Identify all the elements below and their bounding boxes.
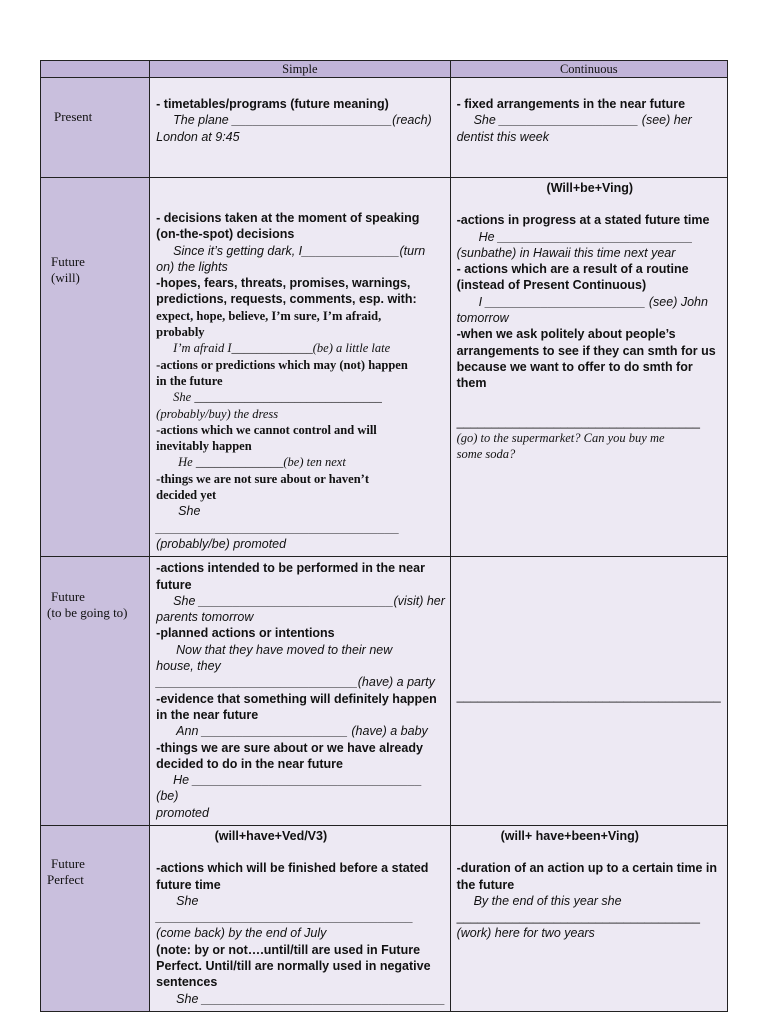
exercise-text: tomorrow — [456, 311, 509, 326]
rule-text: sentences — [156, 975, 218, 990]
tense-present — [41, 78, 150, 178]
exercise-text: By the end of this year she — [473, 893, 622, 908]
rule-text: probably — [156, 325, 205, 340]
tense-label-line: Future — [51, 855, 85, 871]
rule-text: - fixed arrangements in the near future — [456, 97, 686, 111]
exercise-text: She ____________________ (see) her — [473, 113, 692, 128]
rule-text: decided to do in the near future — [156, 756, 343, 771]
future-perfect-simple-cell — [150, 825, 450, 1011]
rule-text: inevitably happen — [156, 439, 252, 454]
formula-text: (Will+be+Ving) — [546, 181, 634, 195]
rule-text: - timetables/programs (future meaning) — [156, 97, 389, 111]
answer-blank: ___________________________________ — [456, 910, 700, 925]
exercise-text: some soda? — [456, 447, 516, 462]
exercise-text: She ___________________________________ — [156, 504, 400, 535]
rule-text: (instead of Present Continuous) — [456, 278, 647, 293]
tense-label-line: Future — [51, 589, 85, 605]
rule-text: -hopes, fears, threats, promises, warnings, — [156, 276, 411, 291]
exercise-text: She ____________________________(visit) her — [173, 593, 445, 608]
header-row — [41, 61, 728, 78]
header-empty-cell — [41, 61, 150, 78]
rule-text: (note: by or not….until/till are used in Future — [156, 942, 421, 957]
rule-text: -planned actions or intentions — [156, 626, 335, 641]
row-present — [41, 78, 728, 178]
rule-text: -duration of an action up to a certain time in — [456, 861, 718, 876]
row-future-going — [41, 557, 728, 826]
rule-text: -things we are not sure about or haven’t — [156, 471, 370, 486]
exercise-text: He ______________(be) ten next — [178, 455, 346, 470]
header-continuous: Continuous — [450, 61, 727, 78]
exercise-text: He _________________________________ (be) — [156, 773, 423, 804]
rule-text: future time — [156, 877, 221, 892]
rule-text: -actions which will be finished before a stated — [156, 861, 429, 876]
rule-text: -actions or predictions which may (not) happen — [156, 357, 408, 372]
answer-blank: ___________________________________ — [456, 414, 700, 429]
exercise-text: house, they — [156, 659, 221, 674]
header-simple: Simple — [150, 61, 450, 78]
present-simple-cell — [150, 78, 450, 178]
exercise-text: I’m afraid I_____________(be) a little late — [173, 341, 391, 356]
formula-text: (will+ have+been+Ving) — [500, 828, 639, 843]
exercise-text: He ____________________________ — [478, 229, 693, 244]
rule-text: Perfect. Until/till are normally used in negative — [156, 959, 431, 974]
exercise-text: dentist this week — [456, 129, 549, 144]
exercise-text: I _______________________ (see) John — [478, 294, 708, 309]
row-future-will — [41, 178, 728, 557]
tense-label-line: Future — [51, 254, 85, 269]
tense-table — [40, 60, 728, 1012]
future-going-simple-cell — [150, 557, 450, 826]
tense-future-going — [41, 557, 150, 826]
rule-text: predictions, requests, comments, esp. with: — [156, 292, 417, 307]
rule-text: decided yet — [156, 488, 217, 503]
rule-text: (on-the-spot) decisions — [156, 227, 295, 242]
rule-text: - actions which are a result of a routine — [456, 262, 689, 277]
exercise-text: (probably/buy) the dress — [156, 406, 279, 421]
exercise-text: (probably/be) promoted — [156, 536, 287, 551]
exercise-text: She ___________________________________ — [176, 991, 446, 1006]
present-continuous-cell — [450, 78, 727, 178]
exercise-text: (work) here for two years — [456, 926, 595, 941]
rule-text: future — [156, 577, 192, 592]
rule-text: -evidence that something will definitely happen — [156, 691, 437, 706]
exercise-text: Since it’s getting dark, I______________(turn — [173, 243, 426, 258]
tense-label-line: (will) — [51, 270, 80, 285]
future-will-simple-cell — [150, 178, 450, 557]
rule-text: in the near future — [156, 707, 259, 722]
rule-text: -when we ask politely about people’s — [456, 327, 676, 342]
future-perfect-continuous-cell — [450, 825, 727, 1011]
future-will-continuous-cell — [450, 178, 727, 557]
rule-text: -actions intended to be performed in the near — [156, 561, 425, 576]
rule-text: -actions which we cannot control and will — [156, 422, 377, 437]
row-future-perfect — [41, 825, 728, 1011]
rule-text: because we want to offer to do smth for — [456, 359, 693, 374]
exercise-text: _____________________________(have) a party — [156, 675, 435, 690]
rule-text: them — [456, 376, 487, 391]
exercise-text: She ______________________________ — [173, 390, 382, 405]
rule-text: -actions in progress at a stated future time — [456, 213, 710, 228]
rule-text: - decisions taken at the moment of speaking — [156, 211, 420, 225]
tense-present-label: Present — [54, 109, 93, 124]
exercise-text: promoted — [156, 805, 209, 820]
tense-label-line: Perfect — [47, 871, 84, 887]
rule-text: the future — [456, 877, 515, 892]
exercise-text: London at 9:45 — [156, 129, 240, 144]
rule-text: -things we are sure about or we have already — [156, 740, 423, 755]
exercise-text: Now that they have moved to their new — [176, 642, 393, 657]
tense-future-perfect — [41, 825, 150, 1011]
exercise-text: She _____________________________________ — [156, 893, 414, 925]
exercise-text: (go) to the supermarket? Can you buy me — [456, 430, 665, 445]
tense-label-line: (to be going to) — [47, 605, 128, 621]
exercise-text: parents tomorrow — [156, 610, 254, 625]
exercise-text: on) the lights — [156, 259, 228, 274]
tense-future-will — [41, 178, 150, 557]
rule-text: expect, hope, believe, I’m sure, I’m afraid, — [156, 308, 382, 323]
exercise-text: The plane _______________________(reach) — [173, 113, 432, 128]
rule-text: arrangements to see if they can smth for us — [456, 343, 716, 358]
exercise-text: (sunbathe) in Hawaii this time next year — [456, 245, 676, 260]
future-going-continuous-cell — [450, 557, 727, 826]
exercise-text: (come back) by the end of July — [156, 926, 327, 941]
formula-text: (will+have+Ved/V3) — [214, 828, 328, 843]
rule-text: in the future — [156, 373, 223, 388]
exercise-text: Ann _____________________ (have) a baby — [176, 724, 428, 739]
answer-blank: ______________________________________ — [456, 689, 721, 704]
